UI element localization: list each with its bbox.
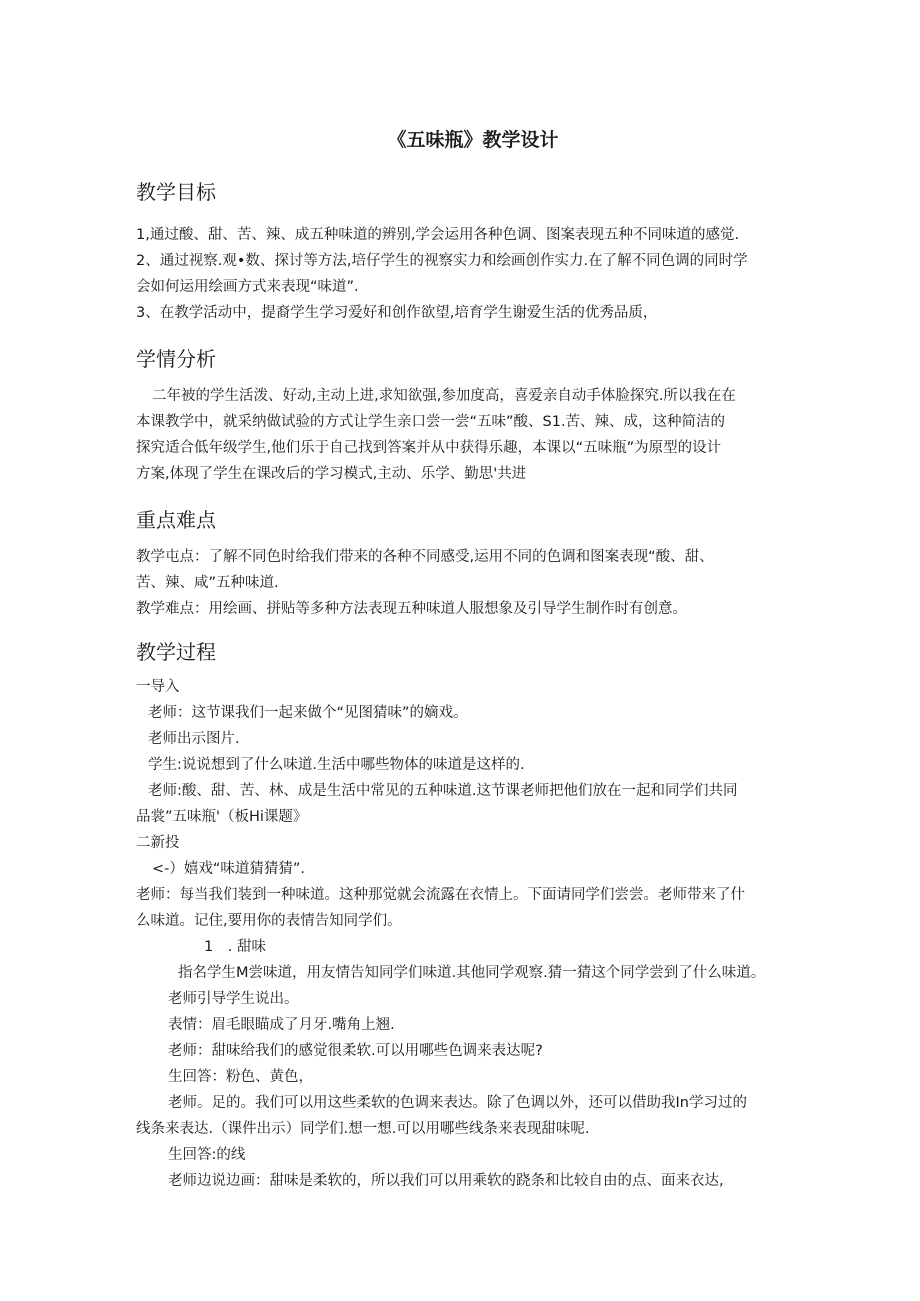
- process-line: 老师：甜味给我们的感觉很柔软.可以用哪些色调来表达呢?: [168, 1043, 543, 1059]
- process-line: 生回答：粉色、黄色，: [168, 1069, 313, 1085]
- process-line: 老师出示图片.: [148, 731, 240, 747]
- goal-2-line-1: 2、通过视察.观•数、探讨等方法,培仔学生的视察实力和绘画创作实力.在了解不同色调的同时学: [136, 253, 748, 269]
- goal-3: 3、在教学活动中，提裔学生学习爱好和创作欲望,培育学生谢爱生活的优秀品质，: [136, 305, 658, 321]
- process-line: 生回答:的线: [168, 1147, 246, 1163]
- process-line: 老师:酸、甜、苦、林、成是生活中常见的五种味道.这节课老师把他们放在一起和同学们共同: [148, 783, 738, 799]
- heading-learning-analysis: 学情分析: [136, 347, 216, 371]
- process-line: 老师：每当我们装到一种味道。这种那觉就会流露在衣情上。下面请同学们尝尝。老师带来了什: [136, 887, 745, 903]
- goal-2-line-2: 会如何运用绘画方式来表现“味道”.: [136, 279, 359, 295]
- process-line: 表情：眉毛眼瞄成了月牙.嘴角上翘.: [168, 1017, 395, 1033]
- process-line: 么味道。记住,要用你的表情告知同学们。: [136, 913, 402, 929]
- heading-key-difficulties: 重点难点: [136, 508, 216, 532]
- process-line: <-）嬉戏“味道猜猜猜”.: [152, 861, 306, 877]
- goal-1: 1,通过酸、甜、苦、辣、成五种味道的辨别,学会运用各种色调、图案表现五种不同味道的感觉.: [136, 227, 740, 243]
- process-intro-label: 一导入: [136, 679, 180, 695]
- analysis-line-2: 本课教学中，就采纳做试验的方式让学生亲口尝一尝“五味”酸、S1.苦、辣、成，这种简洁的: [136, 414, 726, 430]
- analysis-line-1: 二年被的学生活泼、好动,主动上进,求知欲强,参加度高，喜爱亲自动手体脸探究.所以我在在: [152, 388, 736, 404]
- process-line: 老师。足的。我们可以用这些柔软的色调来表达。除了色调以外，还可以借助我In学习过的: [168, 1095, 747, 1111]
- process-line: 老师边说边画：甜味是柔软的，所以我们可以用乘软的跷条和比较自由的点、面来衣达,: [168, 1173, 724, 1189]
- analysis-line-4: 方案,体现了学生在课改后的学习模式,主动、乐学、勤思'共进: [136, 466, 527, 482]
- process-line: 指名学生M尝味道，用友情告知同学们味道.其他同学观察.猜一猜这个同学尝到了什么味道。: [178, 965, 766, 981]
- process-line: 老师：这节课我们一起来做个“见图猜味”的嫡戏。: [148, 705, 468, 721]
- document-title: 《五味瓶》教学设计: [387, 129, 559, 151]
- process-new-lesson-label: 二新投: [136, 835, 180, 851]
- process-line: 品裳”五味瓶'（板Hi课题》: [136, 809, 308, 825]
- heading-teaching-goals: 教学目标: [136, 180, 216, 204]
- process-sweet-label: 1 . 甜味: [204, 939, 266, 955]
- heading-teaching-process: 教学过程: [136, 640, 216, 664]
- analysis-line-3: 探究适合低年级学生,他们乐于自己找到答案并从中获得乐趣，本课以“五味瓶”为原型的设计: [136, 440, 722, 456]
- key-point-line-1: 教学屯点：了解不同色时给我们带来的各种不同感受,运用不同的色调和图案表现“酸、甜、: [136, 549, 714, 565]
- key-point-line-2: 苦、辣、咸”五种味道.: [136, 575, 279, 591]
- difficulty-point: 教学难点：用绘画、拼贴等多种方法表现五种味道人服想象及引导学生制作时有创意。: [136, 601, 687, 617]
- process-line: 学生:说说想到了什么味道.生活中哪些物体的味道是这样的.: [148, 757, 525, 773]
- process-line: 老师引导学生说出。: [168, 991, 299, 1007]
- process-line: 线条来表达.（课件出示）同学们.想一想.可以用哪些线条来表现甜味呢.: [136, 1121, 590, 1137]
- document-body: [136, 124, 796, 1194]
